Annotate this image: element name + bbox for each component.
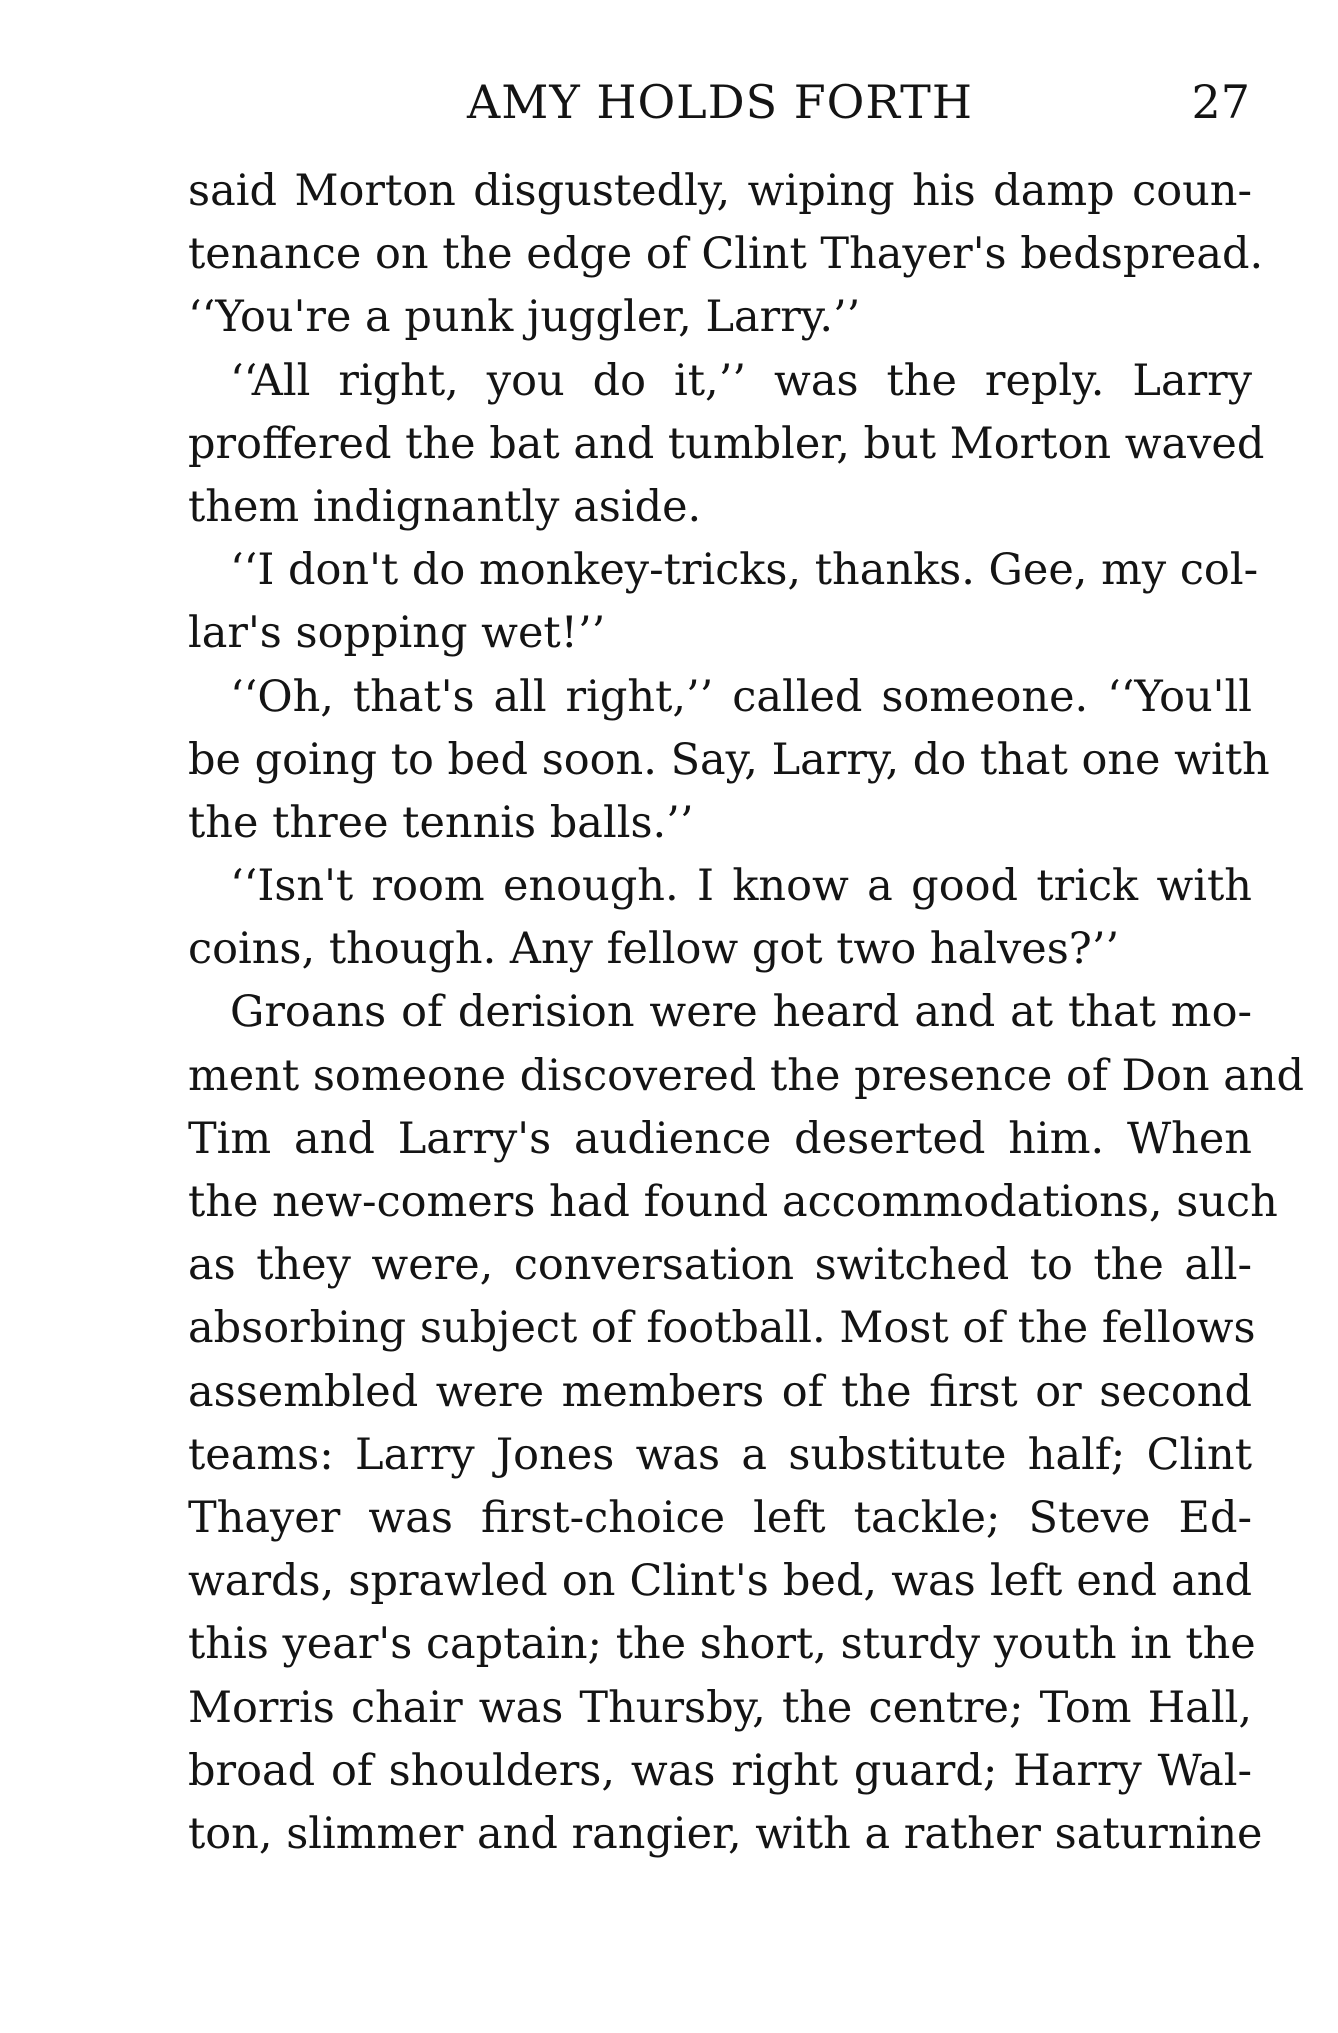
text-line: wards, sprawled on Clint's bed, was left end and [188,1556,1252,1607]
text-line: ton, slimmer and rangier, with a rather saturnine [188,1808,1263,1859]
text-line: proffered the bat and tumbler, but Morton waved [188,418,1265,469]
text-line: ‘‘Oh, that's all right,’’ called someone. ‘‘You'll [230,671,1252,722]
running-head [190,72,1250,132]
text-line: ‘‘Isn't room enough. I know a good trick with [230,861,1252,912]
text-line: Thayer was first-choice left tackle; Steve Ed- [188,1492,1252,1543]
text-line: them indignantly aside. [188,481,702,532]
text-line: lar's sopping wet!’’ [188,608,606,659]
text-line: said Morton disgustedly, wiping his damp coun- [188,166,1252,216]
text-line: this year's captain; the short, sturdy youth in the [188,1619,1256,1670]
page-number: 27 [1191,75,1250,129]
text-line: tenance on the edge of Clint Thayer's bedspread. [188,229,1264,280]
text-line: Groans of derision were heard and at that mo- [230,987,1252,1038]
text-line: absorbing subject of football. Most of the fellows [188,1303,1256,1354]
body-text [188,160,1305,1866]
text-line: ment someone discovered the presence of Don and [188,1050,1305,1101]
text-line: Morris chair was Thursby, the centre; Tom Hall, [188,1682,1252,1733]
text-line: be going to bed soon. Say, Larry, do that one with [188,734,1270,785]
text-line: ‘‘All right, you do it,’’ was the reply. Larry [230,355,1252,406]
text-line: Tim and Larry's audience deserted him. When [188,1113,1252,1164]
text-line: coins, though. Any fellow got two halves?’’ [188,924,1120,975]
text-line: the new-comers had found accommodations, such [188,1177,1278,1227]
running-title: AMY HOLDS FORTH [467,75,973,129]
text-line: ‘‘I don't do monkey-tricks, thanks. Gee, my col- [230,545,1259,596]
text-line: broad of shoulders, was right guard; Harry Wal- [188,1745,1252,1796]
text-line: as they were, conversation switched to the all- [188,1240,1252,1291]
text-line: the three tennis balls.’’ [188,797,694,848]
text-line: assembled were members of the first or second [188,1366,1252,1417]
text-line: teams: Larry Jones was a substitute half; Clint [188,1429,1252,1480]
text-line: ‘‘You're a punk juggler, Larry.’’ [188,292,861,343]
